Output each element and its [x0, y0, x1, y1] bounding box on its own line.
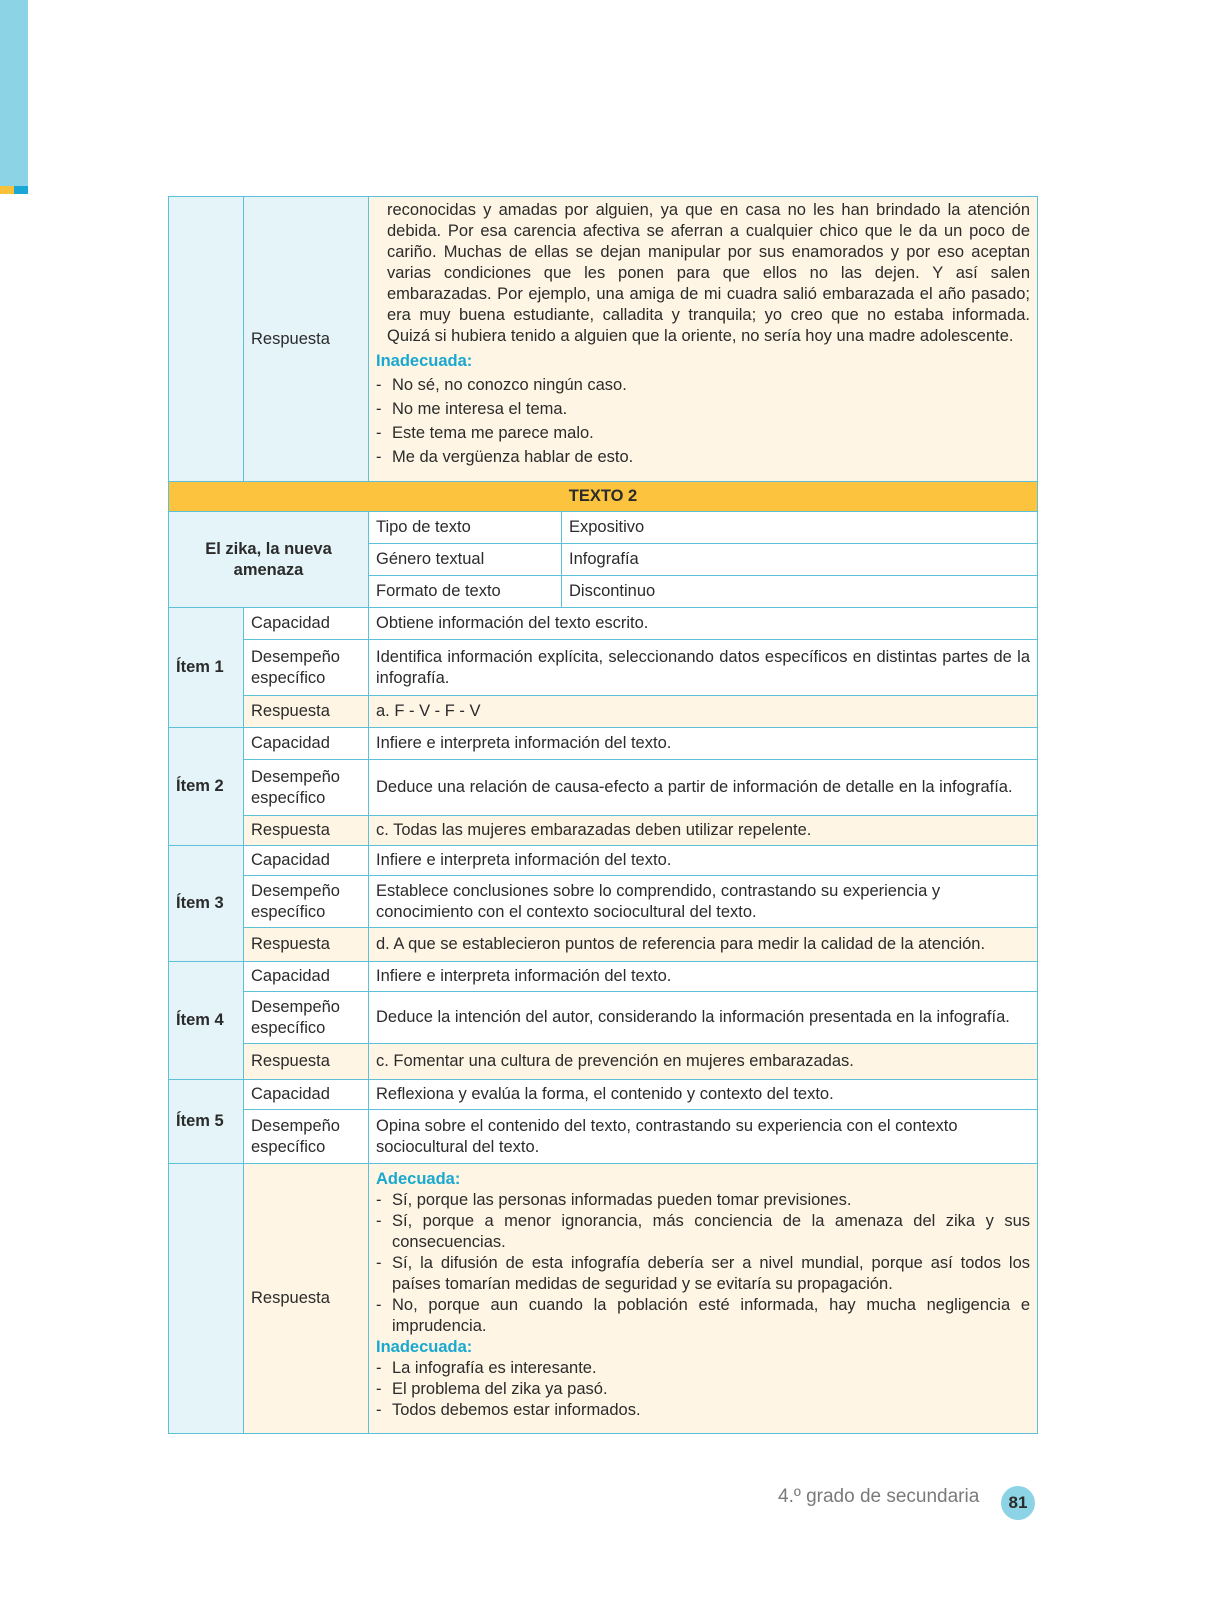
table-row	[169, 728, 1038, 760]
item-label: Ítem 2	[169, 728, 244, 846]
list-item: - El problema del zika ya pasó.	[376, 1379, 1030, 1400]
row-label: Respuesta	[244, 696, 369, 728]
table-row	[169, 1080, 1038, 1110]
list-item: - La infografía es interesante.	[376, 1358, 1030, 1379]
capacidad-value: Infiere e interpreta información del texto.	[369, 728, 1038, 760]
info-value: Expositivo	[562, 512, 1038, 544]
list-item: - Sí, porque a menor ignorancia, más conciencia de la amenaza del zika y sus consecuencias.	[376, 1211, 1030, 1253]
list-item: - Me da vergüenza hablar de esto.	[376, 447, 1030, 468]
table-row	[169, 928, 1038, 962]
row-label: Respuesta	[244, 197, 369, 482]
table-row	[169, 512, 1038, 544]
list-item: - No, porque aun cuando la población esté informada, hay mucha negligencia e imprudencia.	[376, 1295, 1030, 1337]
table-row	[169, 640, 1038, 696]
info-label: Formato de texto	[369, 576, 562, 608]
capacidad-value: Infiere e interpreta información del texto.	[369, 962, 1038, 992]
desempeno-value: Establece conclusiones sobre lo comprendido, contrastando su experiencia y conocimiento con el contexto sociocultural del texto.	[369, 876, 1038, 928]
desempeno-value: Deduce la intención del autor, considerando la información presentada en la infografía.	[369, 992, 1038, 1044]
answer-cell	[369, 197, 1038, 482]
table-row	[169, 1044, 1038, 1080]
capacidad-value: Reflexiona y evalúa la forma, el contenido y contexto del texto.	[369, 1080, 1038, 1110]
row-label: Desempeño específico	[244, 640, 369, 696]
info-label: Género textual	[369, 544, 562, 576]
side-accent-strip-blue	[14, 186, 28, 194]
desempeno-value: Opina sobre el contenido del texto, contrastando su experiencia con el contexto sociocultural del texto.	[369, 1110, 1038, 1164]
list-item: - Todos debemos estar informados.	[376, 1400, 1030, 1421]
row-label: Respuesta	[244, 1164, 369, 1434]
list-item: - Sí, porque las personas informadas pueden tomar previsiones.	[376, 1190, 1030, 1211]
item-label: Ítem 5	[169, 1080, 244, 1164]
row-label: Capacidad	[244, 728, 369, 760]
info-value: Discontinuo	[562, 576, 1038, 608]
inadequate-list	[376, 1358, 1030, 1421]
text-topic: El zika, la nueva amenaza	[169, 512, 369, 608]
inadequate-heading: Inadecuada:	[376, 352, 473, 370]
list-item: - No me interesa el tema.	[376, 399, 1030, 420]
table-row	[169, 846, 1038, 876]
capacidad-value: Obtiene información del texto escrito.	[369, 608, 1038, 640]
list-item: - Sí, la difusión de esta infografía debería ser a nivel mundial, porque así todos los países tomarían medidas de seguridad y se evitaría su propagación.	[376, 1253, 1030, 1295]
row-label: Desempeño específico	[244, 1110, 369, 1164]
footer-grade: 4.º grado de secundaria	[778, 1486, 980, 1507]
evaluation-table	[168, 196, 1038, 1434]
row-label: Desempeño específico	[244, 876, 369, 928]
desempeno-value: Identifica información explícita, seleccionando datos específicos en distintas partes de la infografía.	[369, 640, 1038, 696]
table-row	[169, 1110, 1038, 1164]
adequate-list	[376, 1190, 1030, 1337]
item-cell-empty	[169, 197, 244, 482]
table-row	[169, 876, 1038, 928]
answer-cell	[369, 1164, 1038, 1434]
respuesta-value: d. A que se establecieron puntos de referencia para medir la calidad de la atención.	[369, 928, 1038, 962]
side-accent-bar	[0, 0, 28, 186]
table-row	[169, 482, 1038, 512]
item-label: Ítem 4	[169, 962, 244, 1080]
info-value: Infografía	[562, 544, 1038, 576]
table-row	[169, 696, 1038, 728]
row-label: Capacidad	[244, 608, 369, 640]
table-row	[169, 1164, 1038, 1434]
item-cell-empty	[169, 1164, 244, 1434]
capacidad-value: Infiere e interpreta información del texto.	[369, 846, 1038, 876]
adequate-heading: Adecuada:	[376, 1170, 461, 1188]
side-accent-strip-yellow	[0, 186, 14, 194]
item-label: Ítem 1	[169, 608, 244, 728]
table-row	[169, 760, 1038, 816]
table-row	[169, 992, 1038, 1044]
row-label: Desempeño específico	[244, 992, 369, 1044]
row-label: Respuesta	[244, 816, 369, 846]
inadequate-list	[376, 375, 1030, 468]
row-label: Capacidad	[244, 846, 369, 876]
row-label: Capacidad	[244, 962, 369, 992]
table-row	[169, 608, 1038, 640]
desempeno-value: Deduce una relación de causa-efecto a partir de información de detalle en la infografía.	[369, 760, 1038, 816]
item-label: Ítem 3	[169, 846, 244, 962]
row-label: Desempeño específico	[244, 760, 369, 816]
respuesta-value: a. F - V - F - V	[369, 696, 1038, 728]
info-label: Tipo de texto	[369, 512, 562, 544]
inadequate-heading: Inadecuada:	[376, 1338, 473, 1356]
page-number: 81	[1001, 1486, 1035, 1520]
list-item: - Este tema me parece malo.	[376, 423, 1030, 444]
answer-paragraph: reconocidas y amadas por alguien, ya que en casa no les han brindado la atención debida. Por esa carencia afectiva se aferran a cualquier chico que le da un poco de cariño. Muchas de ellas se dejan manipular por sus enamorados y por eso aceptan varias condiciones que les ponen para que ellos no las dejen. Y así salen embarazadas. Por ejemplo, una amiga de mi cuadra salió embarazada el año pasado; era muy buena estudiante, calladita y tranquila; yo creo que no estaba informada. Quizá si hubiera tenido a alguien que la oriente, no sería hoy una madre adolescente.	[387, 201, 1031, 345]
row-label: Respuesta	[244, 1044, 369, 1080]
section-title: TEXTO 2	[169, 482, 1038, 512]
table-row	[169, 962, 1038, 992]
list-item: - No sé, no conozco ningún caso.	[376, 375, 1030, 396]
table-row	[169, 816, 1038, 846]
respuesta-value: c. Todas las mujeres embarazadas deben utilizar repelente.	[369, 816, 1038, 846]
respuesta-value: c. Fomentar una cultura de prevención en mujeres embarazadas.	[369, 1044, 1038, 1080]
table-row	[169, 197, 1038, 482]
row-label: Capacidad	[244, 1080, 369, 1110]
row-label: Respuesta	[244, 928, 369, 962]
